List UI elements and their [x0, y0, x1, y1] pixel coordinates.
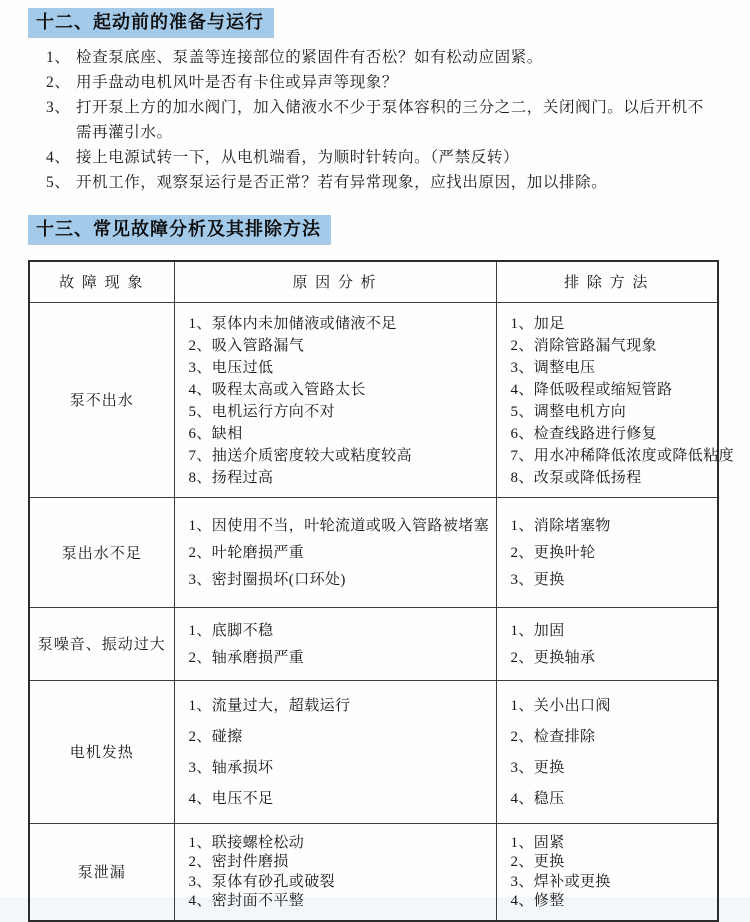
- column-header-remedy: 排 除 方 法: [496, 261, 718, 302]
- prep-step-1: [46, 45, 718, 70]
- remedy-item-6: 6、检查线路进行修复: [510, 425, 658, 442]
- cause-cell: [174, 607, 496, 680]
- prep-step-text: 打开泵上方的加水阀门，加入储液水不少于泵体容积的三分之二，关闭阀门。以后开机不需再灌引水。: [76, 99, 704, 141]
- prep-step-number: 1、: [46, 49, 71, 66]
- cause-list: [189, 313, 490, 489]
- remedy-item-1: 1、固紧: [510, 834, 565, 851]
- cause-item-1: 1、底脚不稳: [188, 622, 274, 639]
- fault-row-3: [29, 607, 718, 680]
- remedy-cell: [496, 497, 718, 607]
- remedy-cell: [496, 680, 718, 823]
- remedy-item-5: 5、调整电机方向: [510, 403, 627, 420]
- remedy-item-1: 1、加足: [510, 315, 565, 332]
- remedy-item-2: 2、更换轴承: [510, 649, 596, 666]
- cause-item-5: 5、电机运行方向不对: [188, 403, 336, 420]
- prep-step-4: [46, 145, 718, 170]
- prep-step-2: [46, 70, 718, 95]
- column-header-cause: 原 因 分 析: [174, 261, 496, 302]
- remedy-item-1: 1、关小出口阀: [510, 697, 611, 714]
- prep-step-3: [46, 95, 718, 145]
- cause-item-2: 2、轴承磨损严重: [188, 649, 305, 666]
- cause-list: [189, 834, 490, 912]
- remedy-item-3: 3、焊补或更换: [510, 873, 611, 890]
- remedy-item-3: 3、更换: [510, 571, 565, 588]
- section-12-title: 十二、起动前的准备与运行: [28, 8, 274, 37]
- fault-row-4: [29, 680, 718, 823]
- remedy-list: [511, 618, 712, 672]
- cause-item-7: 7、抽送介质密度较大或粘度较高: [188, 447, 413, 464]
- prep-step-text: 用手盘动电机风叶是否有卡住或异声等现象？: [76, 74, 399, 91]
- fault-table-body: [29, 302, 735, 921]
- remedy-cell: [496, 607, 718, 680]
- fault-row-2: [29, 497, 718, 607]
- remedy-item-1: 1、消除堵塞物: [510, 517, 611, 534]
- remedy-item-4: 4、修整: [510, 893, 565, 909]
- fault-table-header: [29, 261, 718, 302]
- cause-list: [189, 691, 490, 815]
- prep-step-text: 接上电源试转一下，从电机端看，为顺时针转向。（严禁反转）: [76, 149, 520, 166]
- remedy-item-2: 2、更换叶轮: [510, 544, 596, 561]
- cause-item-1: 1、联接螺栓松动: [188, 834, 305, 851]
- symptom-cell: 泵泄漏: [29, 823, 174, 921]
- cause-item-1: 1、因使用不当，叶轮流道或吸入管路被堵塞: [188, 517, 490, 534]
- prep-step-5: [46, 170, 718, 195]
- prep-step-number: 2、: [46, 74, 71, 91]
- remedy-item-8: 8、改泵或降低扬程: [510, 469, 642, 486]
- cause-item-1: 1、泵体内未加储液或储液不足: [188, 315, 397, 332]
- symptom-cell: 泵噪音、振动过大: [29, 607, 174, 680]
- cause-item-8: 8、扬程过高: [188, 469, 274, 486]
- cause-cell: [174, 823, 496, 921]
- cause-item-3: 3、轴承损坏: [188, 759, 274, 776]
- cause-item-2: 2、密封件磨损: [188, 854, 289, 870]
- cause-list: [189, 618, 490, 672]
- prep-step-number: 5、: [46, 174, 71, 191]
- remedy-list: [510, 313, 735, 489]
- prep-step-number: 3、: [46, 99, 71, 116]
- symptom-cell: 泵出水不足: [29, 497, 174, 607]
- remedy-list: [511, 691, 712, 815]
- remedy-cell: [496, 823, 718, 921]
- cause-item-4: 4、密封面不平整: [188, 893, 305, 909]
- column-header-symptom: 故 障 现 象: [29, 261, 174, 302]
- remedy-item-7: 7、用水冲稀降低浓度或降低粘度: [510, 447, 735, 464]
- remedy-item-2: 2、消除管路漏气现象: [510, 337, 658, 354]
- cause-item-4: 4、电压不足: [188, 790, 274, 807]
- cause-item-2: 2、碰擦: [188, 728, 243, 745]
- cause-cell: [174, 680, 496, 823]
- cause-cell: [174, 497, 496, 607]
- remedy-item-4: 4、稳压: [510, 790, 565, 807]
- cause-list: [189, 513, 490, 594]
- cause-item-3: 3、电压过低: [188, 359, 274, 376]
- remedy-item-2: 2、更换: [510, 854, 565, 870]
- cause-item-3: 3、泵体有砂孔或破裂: [188, 873, 336, 890]
- symptom-cell: 泵不出水: [29, 302, 174, 497]
- remedy-item-3: 3、更换: [510, 759, 565, 776]
- cause-item-1: 1、流量过大，超载运行: [188, 697, 351, 714]
- remedy-item-1: 1、加固: [510, 622, 565, 639]
- cause-item-2: 2、吸入管路漏气: [188, 337, 305, 354]
- cause-cell: [174, 302, 496, 497]
- cause-item-3: 3、密封圈损坏(口环处): [188, 571, 346, 588]
- remedy-list: [511, 513, 712, 594]
- prep-step-number: 4、: [46, 149, 71, 166]
- remedy-item-3: 3、调整电压: [510, 359, 596, 376]
- remedy-item-4: 4、降低吸程或缩短管路: [510, 381, 673, 398]
- fault-row-1: [29, 302, 718, 497]
- fault-analysis-table: [28, 260, 735, 922]
- cause-item-4: 4、吸程太高或入管路太长: [188, 381, 366, 398]
- remedy-item-2: 2、检查排除: [510, 728, 596, 745]
- cause-item-2: 2、叶轮磨损严重: [188, 544, 305, 561]
- cause-item-6: 6、缺相: [188, 425, 243, 442]
- fault-row-5: [29, 823, 718, 921]
- remedy-list: [511, 834, 712, 912]
- symptom-cell: 电机发热: [29, 680, 174, 823]
- prep-step-text: 检查泵底座、泵盖等连接部位的紧固件有否松？如有松动应固紧。: [76, 49, 543, 66]
- startup-preparation-list: [28, 45, 718, 195]
- prep-step-text: 开机工作，观察泵运行是否正常？若有异常现象，应找出原因，加以排除。: [76, 174, 608, 191]
- section-13-title: 十三、常见故障分析及其排除方法: [28, 215, 331, 244]
- remedy-cell: [496, 302, 735, 497]
